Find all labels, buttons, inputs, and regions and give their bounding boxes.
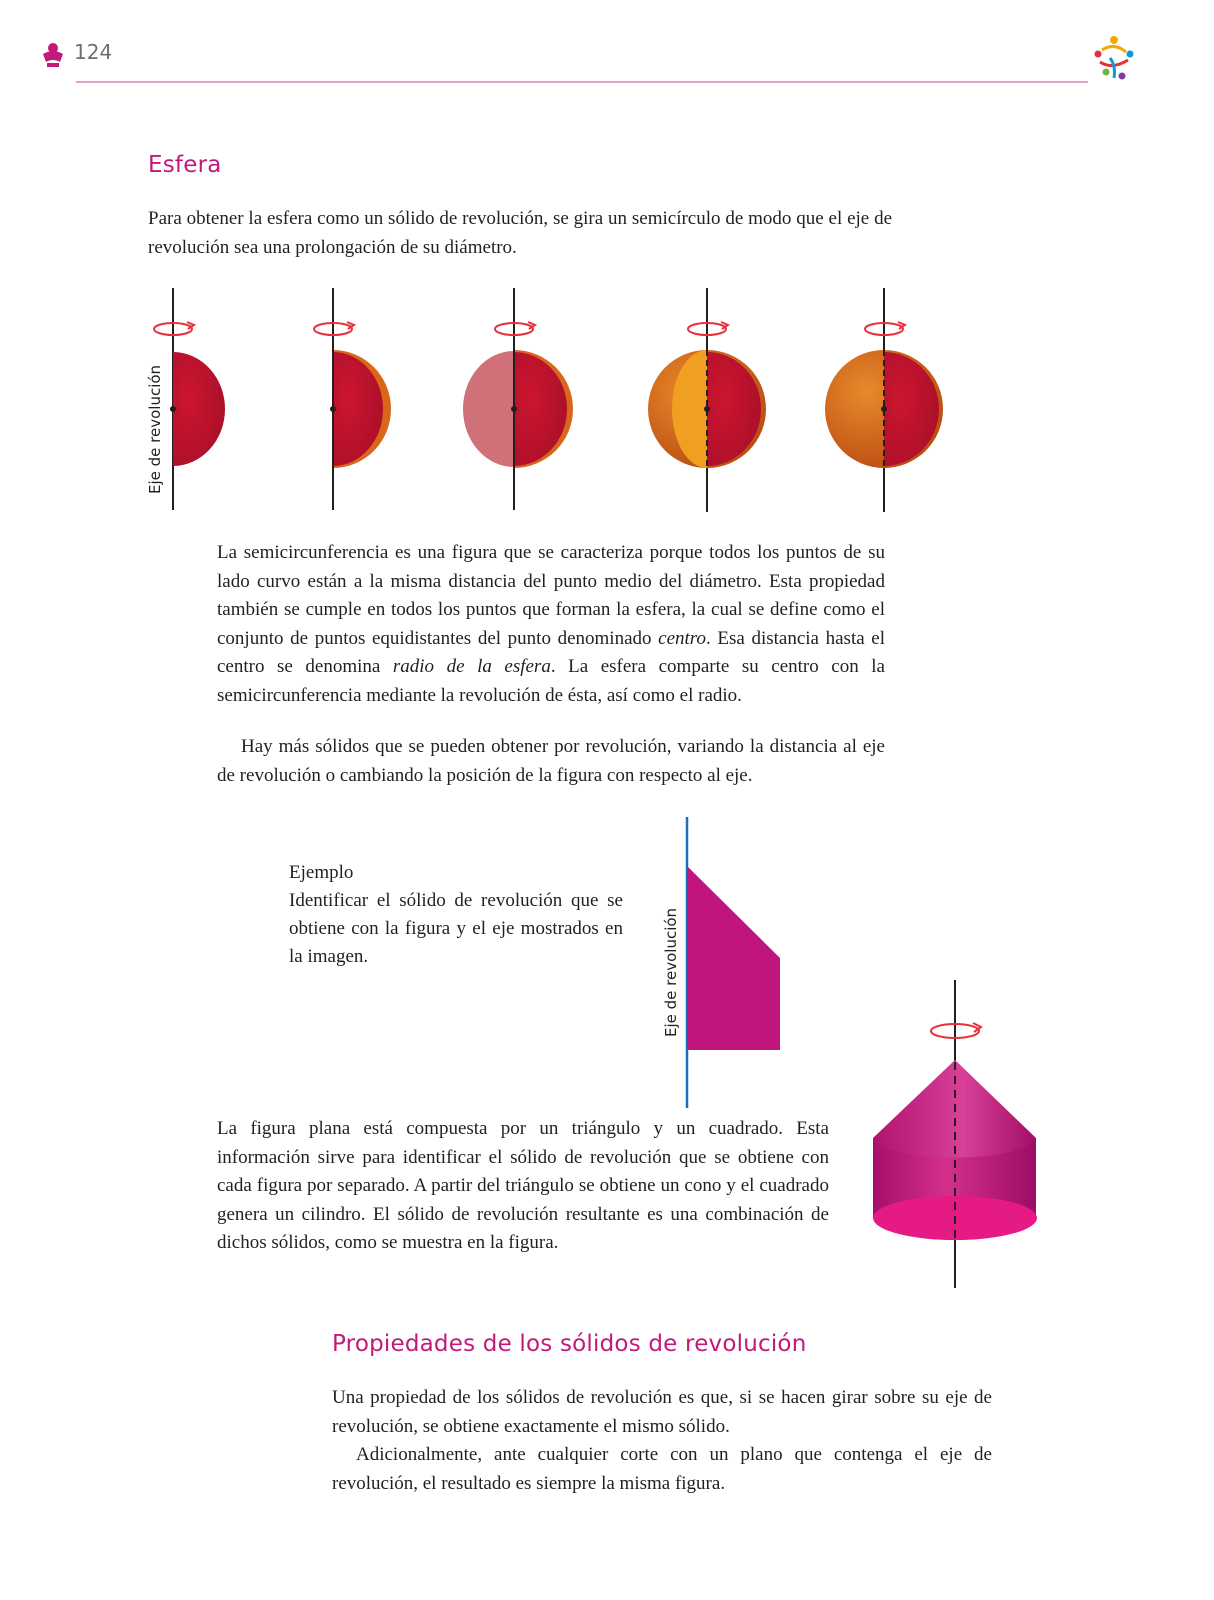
explanation-paragraph: La figura plana está compuesta por un triángulo y un cuadrado. Esta información sirve para identificar el sólido de revolución que se obtiene con cada figura por separado. A partir del triángulo se obtiene un cono y el cuadrado genera un cilindro. El sólido de revolución resultante es una combinación de dichos sólidos, como se muestra en la figura. [217, 1118, 829, 1253]
example-label: Ejemplo [289, 862, 354, 883]
sphere-stage-1 [154, 288, 225, 510]
sphere-stage-4 [648, 288, 766, 512]
page-number: 124 [74, 40, 113, 64]
sphere-revolution-sequence [140, 285, 960, 515]
sphere-stage-2 [314, 288, 391, 510]
example-plane-figure [680, 815, 790, 1110]
program-logo-icon [1088, 32, 1140, 84]
section-title-propiedades: Propiedades de los sólidos de revolución [332, 1331, 807, 1357]
properties-paragraph-2: Adicionalmente, ante cualquier corte con un plano que contenga el eje de revolución, el resultado es siempre la misma figura. [332, 1444, 992, 1494]
axis-label-sphere: Eje de revolución [146, 364, 164, 494]
section-title-esfera: Esfera [148, 152, 222, 178]
semicircumference-paragraph: La semicircunferencia es una figura que se caracteriza porque todos los puntos de su lado curvo están a la misma distancia del punto medio del diámetro. Esta propiedad también se cumple en todos los puntos que forman la esfera, la cual se define como el conjunto de puntos equidistantes del punto denominado centro. Esa distancia hasta el centro se denomina radio de la esfera. La esfera comparte su centro con la semicircunferencia mediante la revolución de ésta, así como el radio. [217, 542, 885, 706]
properties-paragraph-1: Una propiedad de los sólidos de revolución es que, si se hacen girar sobre su eje de revolución, se obtiene exactamente el mismo sólido. [332, 1387, 992, 1437]
intro-paragraph: Para obtener la esfera como un sólido de revolución, se gira un semicírculo de modo que el eje de revolución sea una prolongación de su diámetro. [148, 208, 892, 258]
header-divider [76, 81, 1088, 83]
sphere-stage-5 [825, 288, 943, 512]
axis-label-example: Eje de revolución [662, 907, 680, 1037]
more-solids-paragraph: Hay más sólidos que se pueden obtener por revolución, variando la distancia al eje de revolución o cambiando la posición de la figura con respecto al eje. [217, 736, 885, 786]
sphere-stage-3 [463, 288, 573, 510]
example-text: Identificar el sólido de revolución que se obtiene con la figura y el eje mostrados en la imagen. [289, 890, 623, 967]
resulting-solid-figure [868, 978, 1043, 1290]
triangle-square-figure [687, 866, 780, 1050]
publisher-emblem-icon [40, 40, 66, 70]
